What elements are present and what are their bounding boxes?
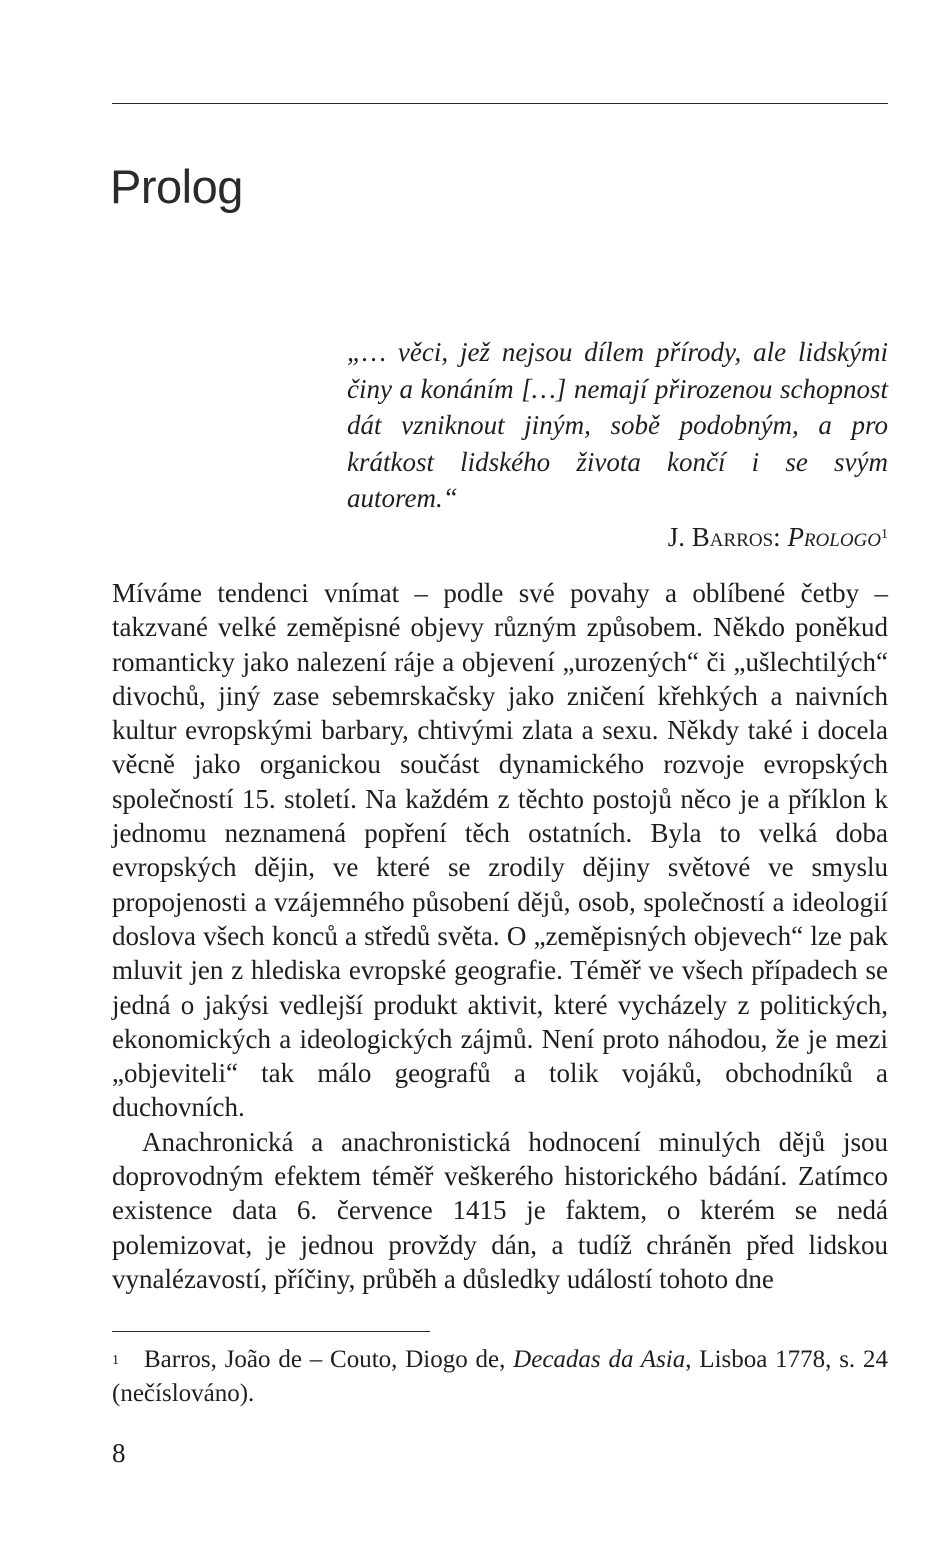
body-text: [112, 576, 888, 1296]
footnote-text-after: , Lisboa 1778, s. 24 (nečíslováno).: [112, 1346, 888, 1407]
footnote-text-before: Barros, João de – Couto, Diogo de,: [144, 1346, 506, 1373]
epigraph-quote: „… věci, jež nejsou dílem přírody, ale lidskými činy a konáním […] nemají přirozenou schopnost dát vzniknout jiným, sobě podobným, a pro krátkost lidského života končí i se svým autorem.“: [347, 337, 888, 513]
footnote-rule: [112, 1331, 430, 1332]
body-paragraph: Míváme tendenci vnímat – podle své povahy a oblíbené četby – takzvané velké zeměpisné objevy různým způsobem. Někdo poněkud romanticky jako nalezení ráje a objevení „urozených“ či „ušlechtilých“ divochů, jiný zase sebemrskačsky jako zničení křehkých a naivních kultur evropskými barbary, chtivými zlata a sexu. Někdy také i docela věcně jako organickou součást dynamického rozvoje evropských společností 15. století. Na každém z těchto postojů něco je a příklon k jednomu neznamená popření těch ostatních. Byla to velká doba evropských dějin, ve které se zrodily dějiny světové ve smyslu propojenosti a vzájemného působení dějů, osob, společností a ideologií doslova všech konců a středů světa. O „zeměpisných objevech“ lze pak mluvit jen z hlediska evropské geografie. Téměř ve všech případech se jedná o jakýsi vedlejší produkt aktivit, které vycházely z politických, ekonomických a ideologických zájmů. Není proto náhodou, že je mezi „objeviteli“ tak málo geografů a tolik vojáků, obchodníků a duchovních.: [112, 578, 888, 1123]
header-rule: [112, 103, 888, 104]
footnote-book-title: Decadas da Asia: [513, 1346, 686, 1373]
epigraph-work-title: Prologo: [787, 522, 881, 552]
page-number: 8: [112, 1438, 126, 1468]
footnote-reference[interactable]: 1: [881, 527, 888, 542]
epigraph-author-initial: J.: [667, 522, 686, 552]
footnote: [112, 1343, 888, 1411]
epigraph-attribution: [668, 519, 888, 555]
epigraph-separator: :: [773, 522, 781, 552]
chapter-title: Prolog: [110, 160, 243, 213]
footnote-number: 1: [112, 1353, 119, 1368]
epigraph-author-name: Barros: [691, 522, 774, 552]
body-paragraph: Anachronická a anachronistická hodnocení minulých dějů jsou doprovodným efektem téměř veškerého historického bádání. Zatímco existence data 6. července 1415 je faktem, o kterém se nedá polemizovat, je jednou provždy dán, a tudíž chráněn před lidskou vynalézavostí, příčiny, průběh a důsledky událostí tohoto dne: [112, 1126, 888, 1294]
